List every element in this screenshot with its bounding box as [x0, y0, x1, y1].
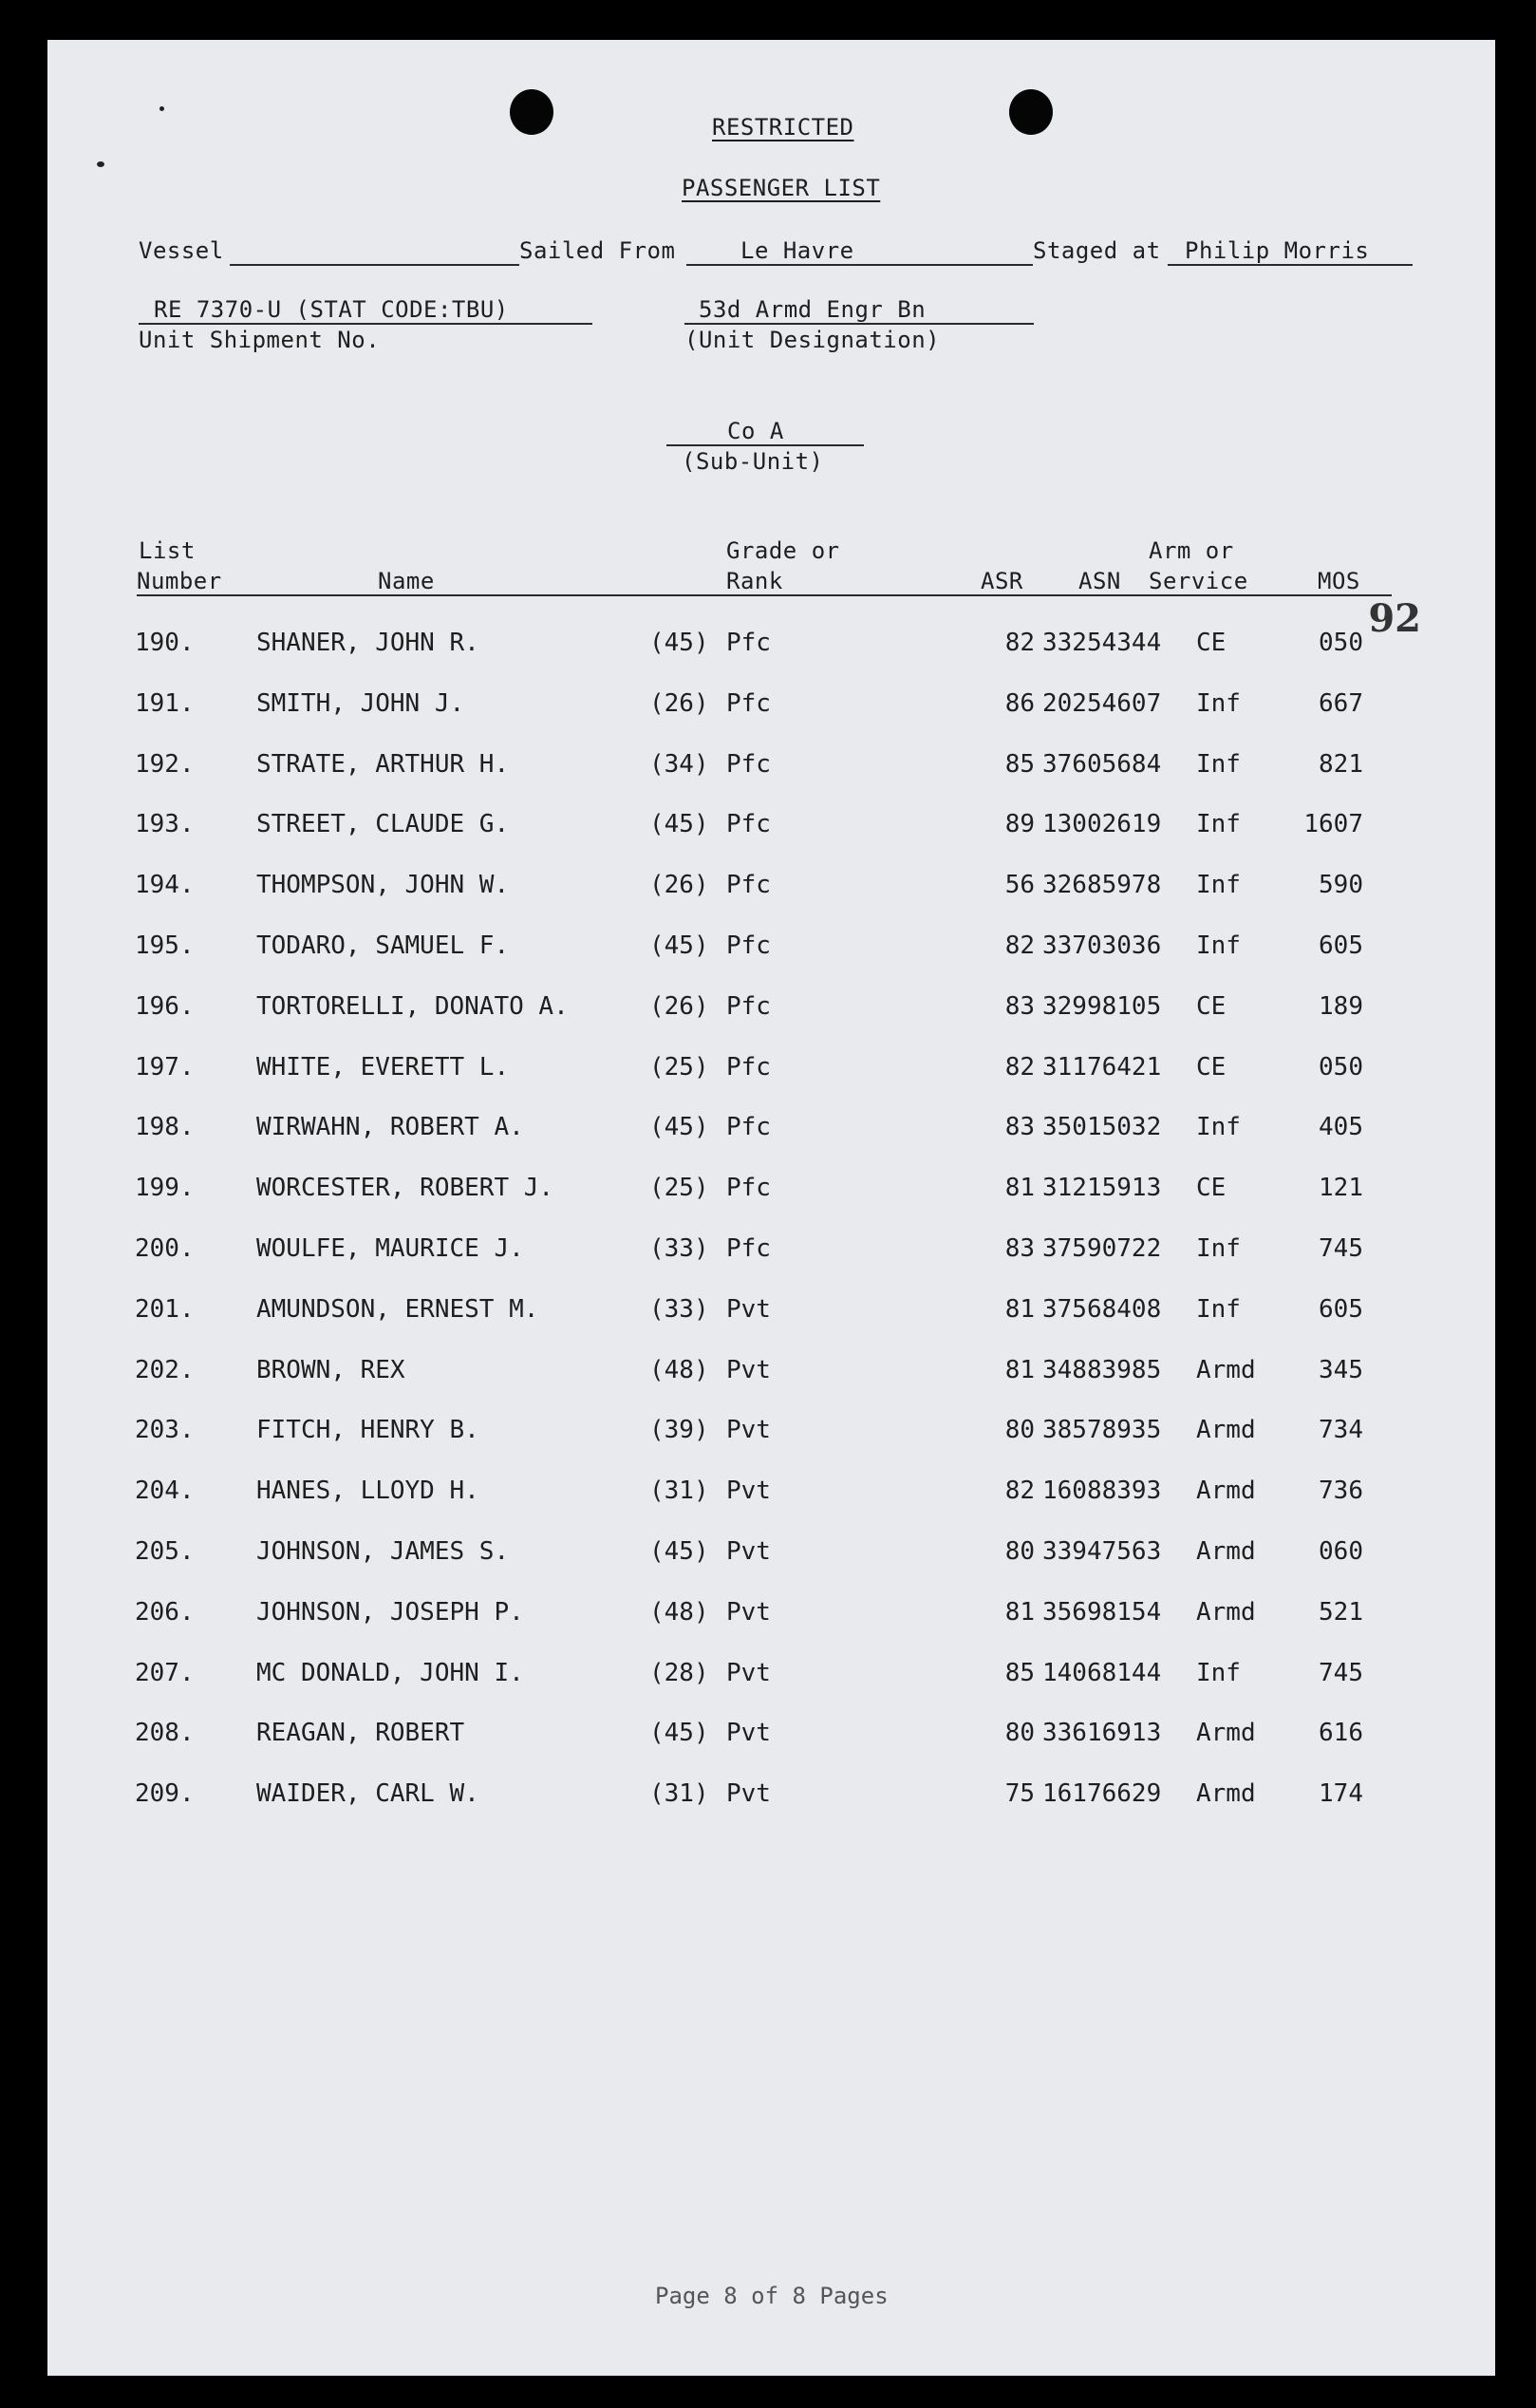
- asr-cell: 82: [1004, 1052, 1035, 1082]
- asr-cell: 81: [1004, 1174, 1035, 1203]
- name-cell: SMITH, JOHN J.: [256, 688, 465, 718]
- rank-cell: Pvt: [726, 1477, 771, 1506]
- column-header-asr: ASR: [981, 568, 1023, 594]
- column-header-list: List: [139, 537, 196, 564]
- asr-cell: 81: [1004, 1294, 1035, 1324]
- table-header-rule: [137, 594, 1392, 596]
- list-number-cell: 202.: [135, 1355, 195, 1384]
- column-header-grade: Grade or: [726, 537, 840, 564]
- asn-cell: 13002619: [1042, 810, 1162, 839]
- name-cell: STRATE, ARTHUR H.: [256, 749, 510, 779]
- rank-cell: Pfc: [726, 749, 771, 779]
- mos-cell: 590: [1319, 871, 1363, 900]
- mos-cell: 745: [1319, 1658, 1363, 1687]
- mos-cell: 745: [1319, 1234, 1363, 1263]
- list-number-cell: 199.: [135, 1174, 195, 1203]
- name-cell: SHANER, JOHN R.: [256, 629, 479, 657]
- rank-cell: Pfc: [726, 931, 771, 960]
- column-header-asn: ASN: [1078, 568, 1121, 594]
- list-number-cell: 201.: [135, 1294, 195, 1324]
- arm-service-cell: Inf: [1196, 1113, 1241, 1142]
- unit-designation-value: 53d Armd Engr Bn: [699, 296, 927, 323]
- arm-service-cell: CE: [1196, 1174, 1227, 1203]
- column-header-name: Name: [378, 568, 435, 594]
- age-cell: (45): [649, 1537, 709, 1566]
- shipment-number-value: RE 7370-U (STAT CODE:TBU): [154, 296, 509, 323]
- list-number-cell: 191.: [135, 688, 195, 718]
- name-cell: JOHNSON, JOSEPH P.: [256, 1597, 524, 1627]
- arm-service-cell: Inf: [1196, 810, 1241, 839]
- staged-at-label: Staged at: [1033, 237, 1161, 264]
- name-cell: WOULFE, MAURICE J.: [256, 1234, 524, 1263]
- asr-cell: 81: [1004, 1597, 1035, 1627]
- age-cell: (33): [649, 1294, 709, 1324]
- age-cell: (26): [649, 688, 709, 718]
- name-cell: BROWN, REX: [256, 1355, 405, 1384]
- column-header-service: Service: [1149, 568, 1248, 594]
- punch-hole-right: [1009, 89, 1053, 135]
- handwritten-page-number: 92: [1368, 596, 1421, 641]
- name-cell: AMUNDSON, ERNEST M.: [256, 1294, 539, 1324]
- arm-service-cell: Inf: [1196, 749, 1241, 779]
- asr-cell: 83: [1004, 991, 1035, 1021]
- column-header-arm: Arm or: [1149, 537, 1234, 564]
- age-cell: (26): [649, 991, 709, 1021]
- asr-cell: 89: [1004, 810, 1035, 839]
- asr-cell: 82: [1004, 1477, 1035, 1506]
- form-title: PASSENGER LIST: [682, 175, 881, 201]
- vessel-label: Vessel: [139, 237, 224, 264]
- age-cell: (31): [649, 1779, 709, 1809]
- asn-cell: 32685978: [1042, 871, 1162, 900]
- mos-cell: 821: [1319, 749, 1363, 779]
- punch-hole-left: [510, 89, 553, 135]
- list-number-cell: 208.: [135, 1719, 195, 1748]
- name-cell: THOMPSON, JOHN W.: [256, 871, 510, 900]
- page-footer: Page 8 of 8 Pages: [655, 2283, 889, 2309]
- column-header-rank: Rank: [726, 568, 783, 594]
- name-cell: HANES, LLOYD H.: [256, 1477, 479, 1506]
- rank-cell: Pvt: [726, 1719, 771, 1748]
- name-cell: TORTORELLI, DONATO A.: [256, 991, 569, 1021]
- rank-cell: Pfc: [726, 688, 771, 718]
- rank-cell: Pvt: [726, 1658, 771, 1687]
- unit-designation-underline: [684, 323, 1034, 325]
- arm-service-cell: Inf: [1196, 688, 1241, 718]
- asn-cell: 37590722: [1042, 1234, 1162, 1263]
- age-cell: (48): [649, 1597, 709, 1627]
- list-number-cell: 193.: [135, 810, 195, 839]
- asn-cell: 33254344: [1042, 629, 1162, 657]
- asr-cell: 85: [1004, 749, 1035, 779]
- name-cell: WAIDER, CARL W.: [256, 1779, 479, 1809]
- arm-service-cell: Inf: [1196, 931, 1241, 960]
- name-cell: WHITE, EVERETT L.: [256, 1052, 510, 1082]
- age-cell: (25): [649, 1052, 709, 1082]
- asr-cell: 75: [1004, 1779, 1035, 1809]
- name-cell: WIRWAHN, ROBERT A.: [256, 1113, 524, 1142]
- mos-cell: 050: [1319, 629, 1363, 657]
- column-header-mos: MOS: [1318, 568, 1360, 594]
- name-cell: FITCH, HENRY B.: [256, 1416, 479, 1445]
- arm-service-cell: Armd: [1196, 1355, 1256, 1384]
- mos-cell: 521: [1319, 1597, 1363, 1627]
- document-page: [47, 40, 1495, 2376]
- mos-cell: 667: [1319, 688, 1363, 718]
- list-number-cell: 209.: [135, 1779, 195, 1809]
- arm-service-cell: CE: [1196, 991, 1227, 1021]
- age-cell: (33): [649, 1234, 709, 1263]
- arm-service-cell: Inf: [1196, 871, 1241, 900]
- age-cell: (39): [649, 1416, 709, 1445]
- rank-cell: Pvt: [726, 1597, 771, 1627]
- sub-unit-underline: [666, 444, 864, 446]
- asr-cell: 82: [1004, 629, 1035, 657]
- age-cell: (25): [649, 1174, 709, 1203]
- arm-service-cell: CE: [1196, 1052, 1227, 1082]
- arm-service-cell: Armd: [1196, 1477, 1256, 1506]
- rank-cell: Pfc: [726, 810, 771, 839]
- asr-cell: 80: [1004, 1719, 1035, 1748]
- list-number-cell: 205.: [135, 1537, 195, 1566]
- asn-cell: 38578935: [1042, 1416, 1162, 1445]
- mos-cell: 050: [1319, 1052, 1363, 1082]
- list-number-cell: 190.: [135, 629, 195, 657]
- arm-service-cell: Inf: [1196, 1658, 1241, 1687]
- asr-cell: 56: [1004, 871, 1035, 900]
- asr-cell: 86: [1004, 688, 1035, 718]
- mos-cell: 189: [1319, 991, 1363, 1021]
- mos-cell: 734: [1319, 1416, 1363, 1445]
- sailed-from-value: Le Havre: [740, 237, 854, 264]
- arm-service-cell: Armd: [1196, 1416, 1256, 1445]
- rank-cell: Pvt: [726, 1355, 771, 1384]
- rank-cell: Pfc: [726, 1234, 771, 1263]
- list-number-cell: 194.: [135, 871, 195, 900]
- paper-speck: [97, 161, 104, 167]
- arm-service-cell: CE: [1196, 629, 1227, 657]
- asn-cell: 33947563: [1042, 1537, 1162, 1566]
- asn-cell: 20254607: [1042, 688, 1162, 718]
- mos-cell: 174: [1319, 1779, 1363, 1809]
- name-cell: REAGAN, ROBERT: [256, 1719, 465, 1748]
- age-cell: (45): [649, 931, 709, 960]
- asn-cell: 35698154: [1042, 1597, 1162, 1627]
- asn-cell: 33616913: [1042, 1719, 1162, 1748]
- mos-cell: 736: [1319, 1477, 1363, 1506]
- arm-service-cell: Armd: [1196, 1537, 1256, 1566]
- age-cell: (45): [649, 810, 709, 839]
- name-cell: WORCESTER, ROBERT J.: [256, 1174, 554, 1203]
- rank-cell: Pvt: [726, 1779, 771, 1809]
- asn-cell: 16088393: [1042, 1477, 1162, 1506]
- rank-cell: Pvt: [726, 1416, 771, 1445]
- asn-cell: 16176629: [1042, 1779, 1162, 1809]
- mos-cell: 616: [1319, 1719, 1363, 1748]
- name-cell: STREET, CLAUDE G.: [256, 810, 510, 839]
- asn-cell: 35015032: [1042, 1113, 1162, 1142]
- sub-unit-label: (Sub-Unit): [682, 448, 824, 475]
- rank-cell: Pfc: [726, 1113, 771, 1142]
- asn-cell: 37605684: [1042, 749, 1162, 779]
- list-number-cell: 195.: [135, 931, 195, 960]
- classification-heading: RESTRICTED: [712, 114, 854, 141]
- age-cell: (48): [649, 1355, 709, 1384]
- arm-service-cell: Armd: [1196, 1597, 1256, 1627]
- asn-cell: 14068144: [1042, 1658, 1162, 1687]
- arm-service-cell: Inf: [1196, 1234, 1241, 1263]
- asn-cell: 33703036: [1042, 931, 1162, 960]
- shipment-number-underline: [139, 323, 592, 325]
- name-cell: JOHNSON, JAMES S.: [256, 1537, 510, 1566]
- rank-cell: Pfc: [726, 1174, 771, 1203]
- mos-cell: 605: [1319, 1294, 1363, 1324]
- staged-at-value: Philip Morris: [1185, 237, 1370, 264]
- list-number-cell: 197.: [135, 1052, 195, 1082]
- age-cell: (45): [649, 629, 709, 657]
- rank-cell: Pfc: [726, 629, 771, 657]
- rank-cell: Pfc: [726, 1052, 771, 1082]
- list-number-cell: 198.: [135, 1113, 195, 1142]
- arm-service-cell: Armd: [1196, 1719, 1256, 1748]
- name-cell: MC DONALD, JOHN I.: [256, 1658, 524, 1687]
- sailed-from-underline: [686, 264, 1033, 266]
- age-cell: (34): [649, 749, 709, 779]
- asr-cell: 85: [1004, 1658, 1035, 1687]
- list-number-cell: 192.: [135, 749, 195, 779]
- age-cell: (26): [649, 871, 709, 900]
- mos-cell: 1607: [1303, 810, 1363, 839]
- asn-cell: 31176421: [1042, 1052, 1162, 1082]
- arm-service-cell: Inf: [1196, 1294, 1241, 1324]
- mos-cell: 405: [1319, 1113, 1363, 1142]
- mos-cell: 605: [1319, 931, 1363, 960]
- list-number-cell: 204.: [135, 1477, 195, 1506]
- name-cell: TODARO, SAMUEL F.: [256, 931, 510, 960]
- unit-designation-label: (Unit Designation): [684, 327, 941, 353]
- age-cell: (31): [649, 1477, 709, 1506]
- asr-cell: 80: [1004, 1416, 1035, 1445]
- age-cell: (28): [649, 1658, 709, 1687]
- shipment-number-label: Unit Shipment No.: [139, 327, 381, 353]
- column-header-number: Number: [137, 568, 222, 594]
- age-cell: (45): [649, 1113, 709, 1142]
- asn-cell: 34883985: [1042, 1355, 1162, 1384]
- asr-cell: 81: [1004, 1355, 1035, 1384]
- vessel-underline: [230, 264, 519, 266]
- asn-cell: 37568408: [1042, 1294, 1162, 1324]
- rank-cell: Pvt: [726, 1294, 771, 1324]
- sailed-from-label: Sailed From: [519, 237, 676, 264]
- rank-cell: Pfc: [726, 871, 771, 900]
- asr-cell: 83: [1004, 1113, 1035, 1142]
- list-number-cell: 200.: [135, 1234, 195, 1263]
- asr-cell: 82: [1004, 931, 1035, 960]
- asn-cell: 31215913: [1042, 1174, 1162, 1203]
- asr-cell: 83: [1004, 1234, 1035, 1263]
- mos-cell: 345: [1319, 1355, 1363, 1384]
- list-number-cell: 207.: [135, 1658, 195, 1687]
- list-number-cell: 206.: [135, 1597, 195, 1627]
- mos-cell: 060: [1319, 1537, 1363, 1566]
- sub-unit-value: Co A: [727, 418, 784, 444]
- asn-cell: 32998105: [1042, 991, 1162, 1021]
- staged-at-underline: [1168, 264, 1413, 266]
- rank-cell: Pfc: [726, 991, 771, 1021]
- age-cell: (45): [649, 1719, 709, 1748]
- asr-cell: 80: [1004, 1537, 1035, 1566]
- list-number-cell: 196.: [135, 991, 195, 1021]
- paper-speck: [159, 106, 164, 111]
- rank-cell: Pvt: [726, 1537, 771, 1566]
- arm-service-cell: Armd: [1196, 1779, 1256, 1809]
- list-number-cell: 203.: [135, 1416, 195, 1445]
- mos-cell: 121: [1319, 1174, 1363, 1203]
